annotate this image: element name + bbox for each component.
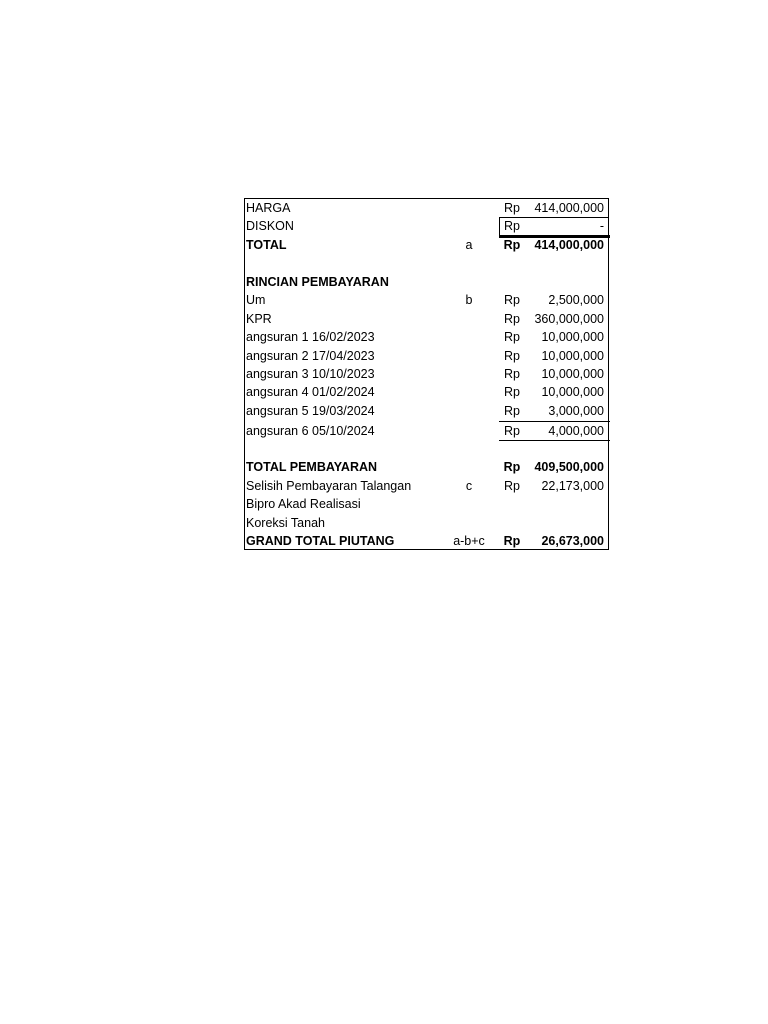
row-amount: 10,000,000 (541, 385, 604, 399)
row-amount: 10,000,000 (541, 330, 604, 344)
row-currency: Rp (504, 312, 520, 326)
table-row-diskon (245, 217, 608, 235)
row-label: GRAND TOTAL PIUTANG (246, 534, 395, 548)
row-code: c (465, 479, 473, 493)
row-amount: 414,000,000 (534, 201, 604, 215)
section-heading-rincian (245, 273, 608, 291)
table-row-angsuran-2 (245, 347, 608, 365)
table-row-koreksi-tanah (245, 514, 608, 532)
row-label: angsuran 6 05/10/2024 (246, 424, 375, 438)
row-code: b (465, 293, 473, 307)
row-amount: 10,000,000 (541, 349, 604, 363)
table-row-angsuran-1 (245, 328, 608, 346)
row-currency: Rp (504, 330, 520, 344)
row-label: TOTAL PEMBAYARAN (246, 460, 378, 474)
row-currency: Rp (504, 424, 520, 438)
last-installment-bottom-line (499, 440, 610, 441)
row-label: DISKON (246, 219, 294, 233)
row-label: Bipro Akad Realisasi (246, 497, 361, 511)
row-amount: 414,000,000 (534, 238, 604, 252)
row-currency: Rp (504, 219, 520, 233)
row-currency: Rp (503, 460, 521, 474)
row-amount: 4,000,000 (548, 424, 604, 438)
row-code: a (465, 238, 473, 252)
row-label: Selisih Pembayaran Talangan (246, 479, 412, 493)
row-currency: Rp (504, 385, 520, 399)
table-row-bipro (245, 495, 608, 513)
row-currency: Rp (504, 404, 520, 418)
row-amount: 10,000,000 (541, 367, 604, 381)
row-amount: 2,500,000 (548, 293, 604, 307)
row-currency: Rp (504, 479, 520, 493)
row-label: KPR (246, 312, 272, 326)
row-label: Koreksi Tanah (246, 516, 325, 530)
row-currency: Rp (504, 293, 520, 307)
row-amount: 3,000,000 (548, 404, 604, 418)
row-currency: Rp (503, 238, 521, 252)
table-row-total (245, 236, 608, 254)
row-label: angsuran 4 01/02/2024 (246, 385, 375, 399)
table-row-selisih (245, 477, 608, 495)
payment-summary-table (244, 198, 609, 550)
table-row-um (245, 291, 608, 309)
table-row-angsuran-6 (245, 422, 608, 440)
row-currency: Rp (503, 534, 521, 548)
row-label: angsuran 1 16/02/2023 (246, 330, 375, 344)
row-amount: 409,500,000 (534, 460, 604, 474)
table-row-angsuran-5 (245, 402, 608, 420)
row-amount: 22,173,000 (541, 479, 604, 493)
table-row-angsuran-4 (245, 383, 608, 401)
row-label: angsuran 2 17/04/2023 (246, 349, 375, 363)
row-amount: - (599, 219, 604, 233)
table-row-total-pembayaran (245, 458, 608, 476)
row-label: RINCIAN PEMBAYARAN (246, 275, 389, 289)
row-label: HARGA (246, 201, 291, 215)
row-label: angsuran 5 19/03/2024 (246, 404, 375, 418)
row-label: TOTAL (246, 238, 287, 252)
table-row-kpr (245, 310, 608, 328)
row-code: a-b+c (453, 534, 485, 548)
row-currency: Rp (504, 367, 520, 381)
table-row-grand-total (245, 532, 608, 550)
table-row-harga (245, 199, 608, 217)
row-label: Um (246, 293, 266, 307)
row-amount: 26,673,000 (541, 534, 604, 548)
row-amount: 360,000,000 (534, 312, 604, 326)
row-currency: Rp (504, 201, 520, 215)
row-currency: Rp (504, 349, 520, 363)
table-row-angsuran-3 (245, 365, 608, 383)
row-label: angsuran 3 10/10/2023 (246, 367, 375, 381)
